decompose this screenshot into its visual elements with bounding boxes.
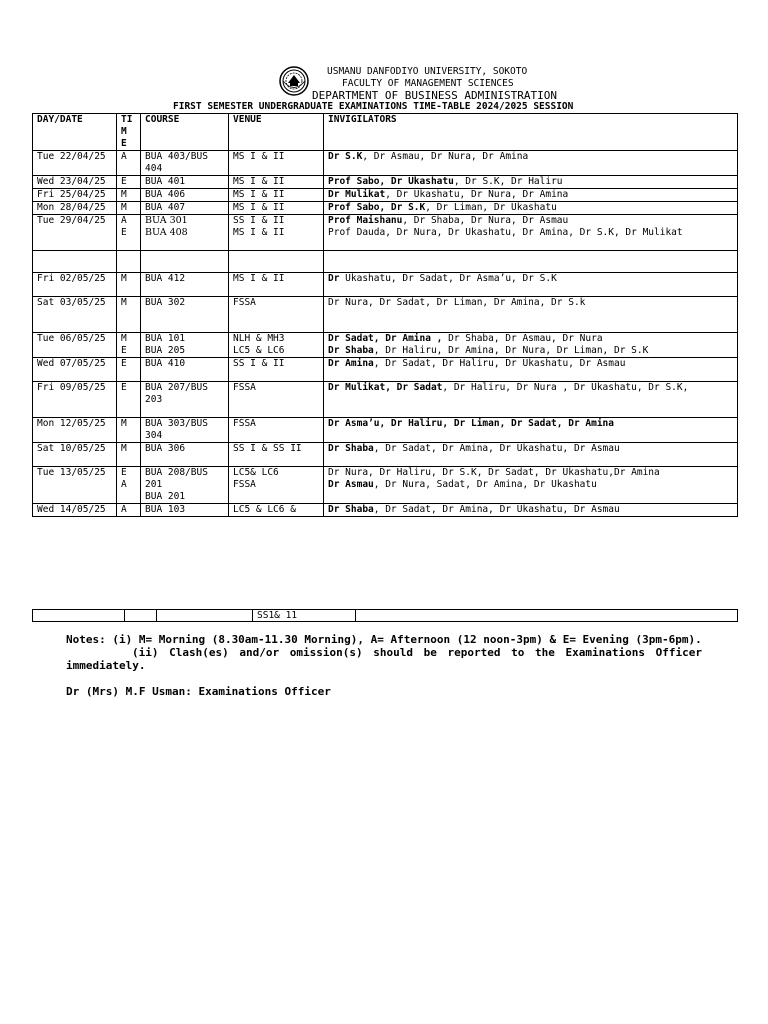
invigilators-line-2 [328, 345, 733, 357]
course-cell [141, 215, 229, 251]
time-line-2: E [121, 345, 127, 356]
invigilators-rest: , Dr Asmau, Dr Nura, Dr Amina [362, 151, 529, 162]
venue-cell: MS I & II [229, 176, 324, 189]
venue-cell: SS I & SS II [229, 443, 324, 467]
notes [66, 633, 702, 672]
exam-timetable [32, 113, 738, 517]
venue-cell [229, 215, 324, 251]
table-row [33, 418, 738, 443]
table-row [33, 297, 738, 333]
course-cell: BUA 406 [141, 189, 229, 202]
venue-cell: FSSA [229, 418, 324, 443]
time-cell: M [117, 418, 141, 443]
department-name: DEPARTMENT OF BUSINESS ADMINISTRATION [312, 89, 558, 102]
invigilators-line-1 [328, 333, 733, 345]
table-row [33, 333, 738, 358]
invigilators-cell [324, 202, 738, 215]
day-cell: Sat 03/05/25 [33, 297, 117, 333]
invigilators-rest: , Dr Sadat, Dr Amina, Dr Ukashatu, Dr Asmau [373, 504, 620, 515]
invigilators-rest: , Dr Haliru, Dr Amina, Dr Nura, Dr Liman, Dr S.K [373, 345, 649, 356]
col-header-day: DAY/DATE [33, 114, 117, 151]
invigilators-cell [324, 189, 738, 202]
course-cell: BUA 410 [141, 358, 229, 382]
table-row [33, 358, 738, 382]
time-cell [117, 215, 141, 251]
course-cell: BUA 306 [141, 443, 229, 467]
day-cell: Wed 14/05/25 [33, 504, 117, 517]
lead-invigilator: Prof Sabo, Dr S.K [328, 202, 426, 213]
lead-invigilator: Dr Asma’u, Dr Haliru, Dr Liman, Dr Sadat, Dr Amina [328, 418, 614, 429]
invigilators-line-2 [328, 479, 733, 491]
time-cell: M [117, 443, 141, 467]
venue-line-2: FSSA [233, 479, 256, 490]
table-row [33, 504, 738, 517]
invigilators-cell [324, 176, 738, 189]
day-cell: Tue 13/05/25 [33, 467, 117, 504]
time-cell [117, 333, 141, 358]
table-row [33, 382, 738, 418]
time-cell: A [117, 151, 141, 176]
invigilators-cell [324, 504, 738, 517]
lead-invigilator: Dr S.K [328, 151, 363, 162]
lead-invigilator: Prof Maishanu [328, 215, 403, 226]
empty-row [33, 251, 738, 273]
day-cell: Tue 06/05/25 [33, 333, 117, 358]
invigilators-rest: , Dr Haliru, Dr Nura , Dr Ukashatu, Dr S.K, [442, 382, 689, 393]
lead-invigilator: Dr Shaba [328, 345, 374, 356]
invigilators-cell [324, 273, 738, 297]
time-cell [117, 467, 141, 504]
course-cell: BUA 303/BUS 304 [141, 418, 229, 443]
invigilators-rest: Dr Shaba, Dr Asmau, Dr Nura [442, 333, 603, 344]
lead-invigilator: Dr Asmau [328, 479, 374, 490]
time-cell: E [117, 382, 141, 418]
time-cell: M [117, 297, 141, 333]
day-cell: Tue 22/04/25 [33, 151, 117, 176]
course-cell: BUA 401 [141, 176, 229, 189]
time-cell: E [117, 358, 141, 382]
venue-line-2: MS I & II [233, 227, 285, 238]
venue-line-1: NLH & MH3 [233, 333, 285, 344]
venue-cell: MS I & II [229, 273, 324, 297]
invigilators-rest: , Dr Ukashatu, Dr Nura, Dr Amina [385, 189, 569, 200]
venue-line-1: SS I & II [233, 215, 285, 226]
invigilators-cell [324, 382, 738, 418]
invigilators-cell [324, 215, 738, 251]
venue-line-2: LC5 & LC6 [233, 345, 285, 356]
invigilators-cell [324, 443, 738, 467]
course-cell [141, 467, 229, 504]
course-line-1: BUA 208/BUS 201 [145, 467, 208, 490]
col-header-course: COURSE [141, 114, 229, 151]
invigilators-rest: , Dr Nura, Sadat, Dr Amina, Dr Ukashatu [373, 479, 597, 490]
course-line-2: BUA 201 [145, 491, 186, 502]
table-row [33, 443, 738, 467]
university-name: USMANU DANFODIYO UNIVERSITY, SOKOTO [327, 66, 528, 77]
continuation-row-table [32, 609, 738, 622]
invigilators-rest: , Dr S.K, Dr Haliru [453, 176, 563, 187]
time-cell: E [117, 176, 141, 189]
venue-cell [229, 333, 324, 358]
day-cell: Mon 12/05/25 [33, 418, 117, 443]
time-line-1: M [121, 333, 127, 344]
course-cell: BUA 407 [141, 202, 229, 215]
col-header-invigilators: INVIGILATORS [324, 114, 738, 151]
examinations-officer: Dr (Mrs) M.F Usman: Examinations Officer [66, 685, 331, 698]
venue-line-1: LC5& LC6 [233, 467, 279, 478]
venue-cell: FSSA [229, 297, 324, 333]
invigilators-cell [324, 151, 738, 176]
lead-invigilator: Prof Sabo, Dr Ukashatu [328, 176, 454, 187]
time-cell: A [117, 504, 141, 517]
note-line-2: (ii) Clash(es) and/or omission(s) should be reported to the Examinations Officer immediately. [66, 646, 702, 672]
time-line-1: A [121, 215, 127, 226]
invigilators-cell [324, 333, 738, 358]
table-row [33, 215, 738, 251]
venue-cell: LC5 & LC6 & [229, 504, 324, 517]
lead-invigilator: Dr Shaba [328, 443, 374, 454]
venue-cell: FSSA [229, 382, 324, 418]
faculty-name: FACULTY OF MANAGEMENT SCIENCES [342, 78, 514, 89]
day-cell: Fri 25/04/25 [33, 189, 117, 202]
note-line-1: Notes: (i) M= Morning (8.30am-11.30 Morning), A= Afternoon (12 noon-3pm) & E= Evening (3pm-6pm). [66, 633, 702, 646]
venue-cell: SS1& 11 [253, 610, 356, 622]
course-cell: BUA 103 [141, 504, 229, 517]
time-cell: M [117, 273, 141, 297]
table-row [33, 151, 738, 176]
lead-invigilator: Dr Mulikat, Dr Sadat [328, 382, 443, 393]
day-cell: Fri 02/05/25 [33, 273, 117, 297]
day-cell: Wed 07/05/25 [33, 358, 117, 382]
table-row [33, 273, 738, 297]
lead-invigilator: Dr Amina [328, 358, 374, 369]
course-cell: BUA 403/BUS 404 [141, 151, 229, 176]
invigilators-cell [324, 467, 738, 504]
course-cell: BUA 412 [141, 273, 229, 297]
venue-cell [229, 467, 324, 504]
course-line-1: BUA 101 [145, 333, 186, 344]
table-row [33, 202, 738, 215]
time-line-2: A [121, 479, 127, 490]
table-row [33, 467, 738, 504]
course-cell [141, 333, 229, 358]
col-header-time: TIM E [117, 114, 141, 151]
time-cell: M [117, 202, 141, 215]
table-row [33, 189, 738, 202]
invigilators-rest: , Dr Sadat, Dr Haliru, Dr Ukashatu, Dr Asmau [373, 358, 626, 369]
table-header-row [33, 114, 738, 151]
time-cell: M [117, 189, 141, 202]
day-cell: Fri 09/05/25 [33, 382, 117, 418]
timetable-title: FIRST SEMESTER UNDERGRADUATE EXAMINATIONS TIME-TABLE 2024/2025 SESSION [173, 101, 574, 112]
course-line-2: BUA 408 [145, 227, 188, 238]
venue-cell: SS I & II [229, 358, 324, 382]
venue-cell: MS I & II [229, 151, 324, 176]
lead-invigilator: Dr Shaba [328, 504, 374, 515]
day-cell: Wed 23/04/25 [33, 176, 117, 189]
day-cell: Tue 29/04/25 [33, 215, 117, 251]
invigilators-rest: , Dr Liman, Dr Ukashatu [425, 202, 557, 213]
time-line-2: E [121, 227, 127, 238]
venue-cell: MS I & II [229, 202, 324, 215]
col-header-venue: VENUE [229, 114, 324, 151]
course-line-1: BUA 301 [145, 215, 188, 226]
lead-invigilator: Dr Mulikat [328, 189, 386, 200]
invigilators-line-1: Dr Nura, Dr Haliru, Dr S.K, Dr Sadat, Dr Ukashatu,Dr Amina [328, 467, 660, 478]
invigilators-cell [324, 418, 738, 443]
course-cell: BUA 207/BUS 203 [141, 382, 229, 418]
time-line-1: E [121, 467, 127, 478]
university-seal-icon [279, 66, 309, 96]
day-cell: Sat 10/05/25 [33, 443, 117, 467]
invigilators-rest: , Dr Sadat, Dr Amina, Dr Ukashatu, Dr Asmau [373, 443, 620, 454]
lead-invigilator: Dr [328, 273, 340, 284]
invigilators-cell: Dr Nura, Dr Sadat, Dr Liman, Dr Amina, Dr S.k [324, 297, 738, 333]
table-row [33, 610, 738, 622]
invigilators-line-1 [328, 215, 733, 227]
day-cell: Mon 28/04/25 [33, 202, 117, 215]
course-cell: BUA 302 [141, 297, 229, 333]
invigilators-cell [324, 358, 738, 382]
invigilators-rest: Ukashatu, Dr Sadat, Dr Asma’u, Dr S.K [339, 273, 557, 284]
invigilators-rest: , Dr Shaba, Dr Nura, Dr Asmau [402, 215, 569, 226]
course-line-2: BUA 205 [145, 345, 186, 356]
lead-invigilator: Dr Sadat, Dr Amina , [328, 333, 443, 344]
table-row [33, 176, 738, 189]
venue-cell: MS I & II [229, 189, 324, 202]
invigilators-line-2: Prof Dauda, Dr Nura, Dr Ukashatu, Dr Amina, Dr S.K, Dr Mulikat [328, 227, 683, 238]
